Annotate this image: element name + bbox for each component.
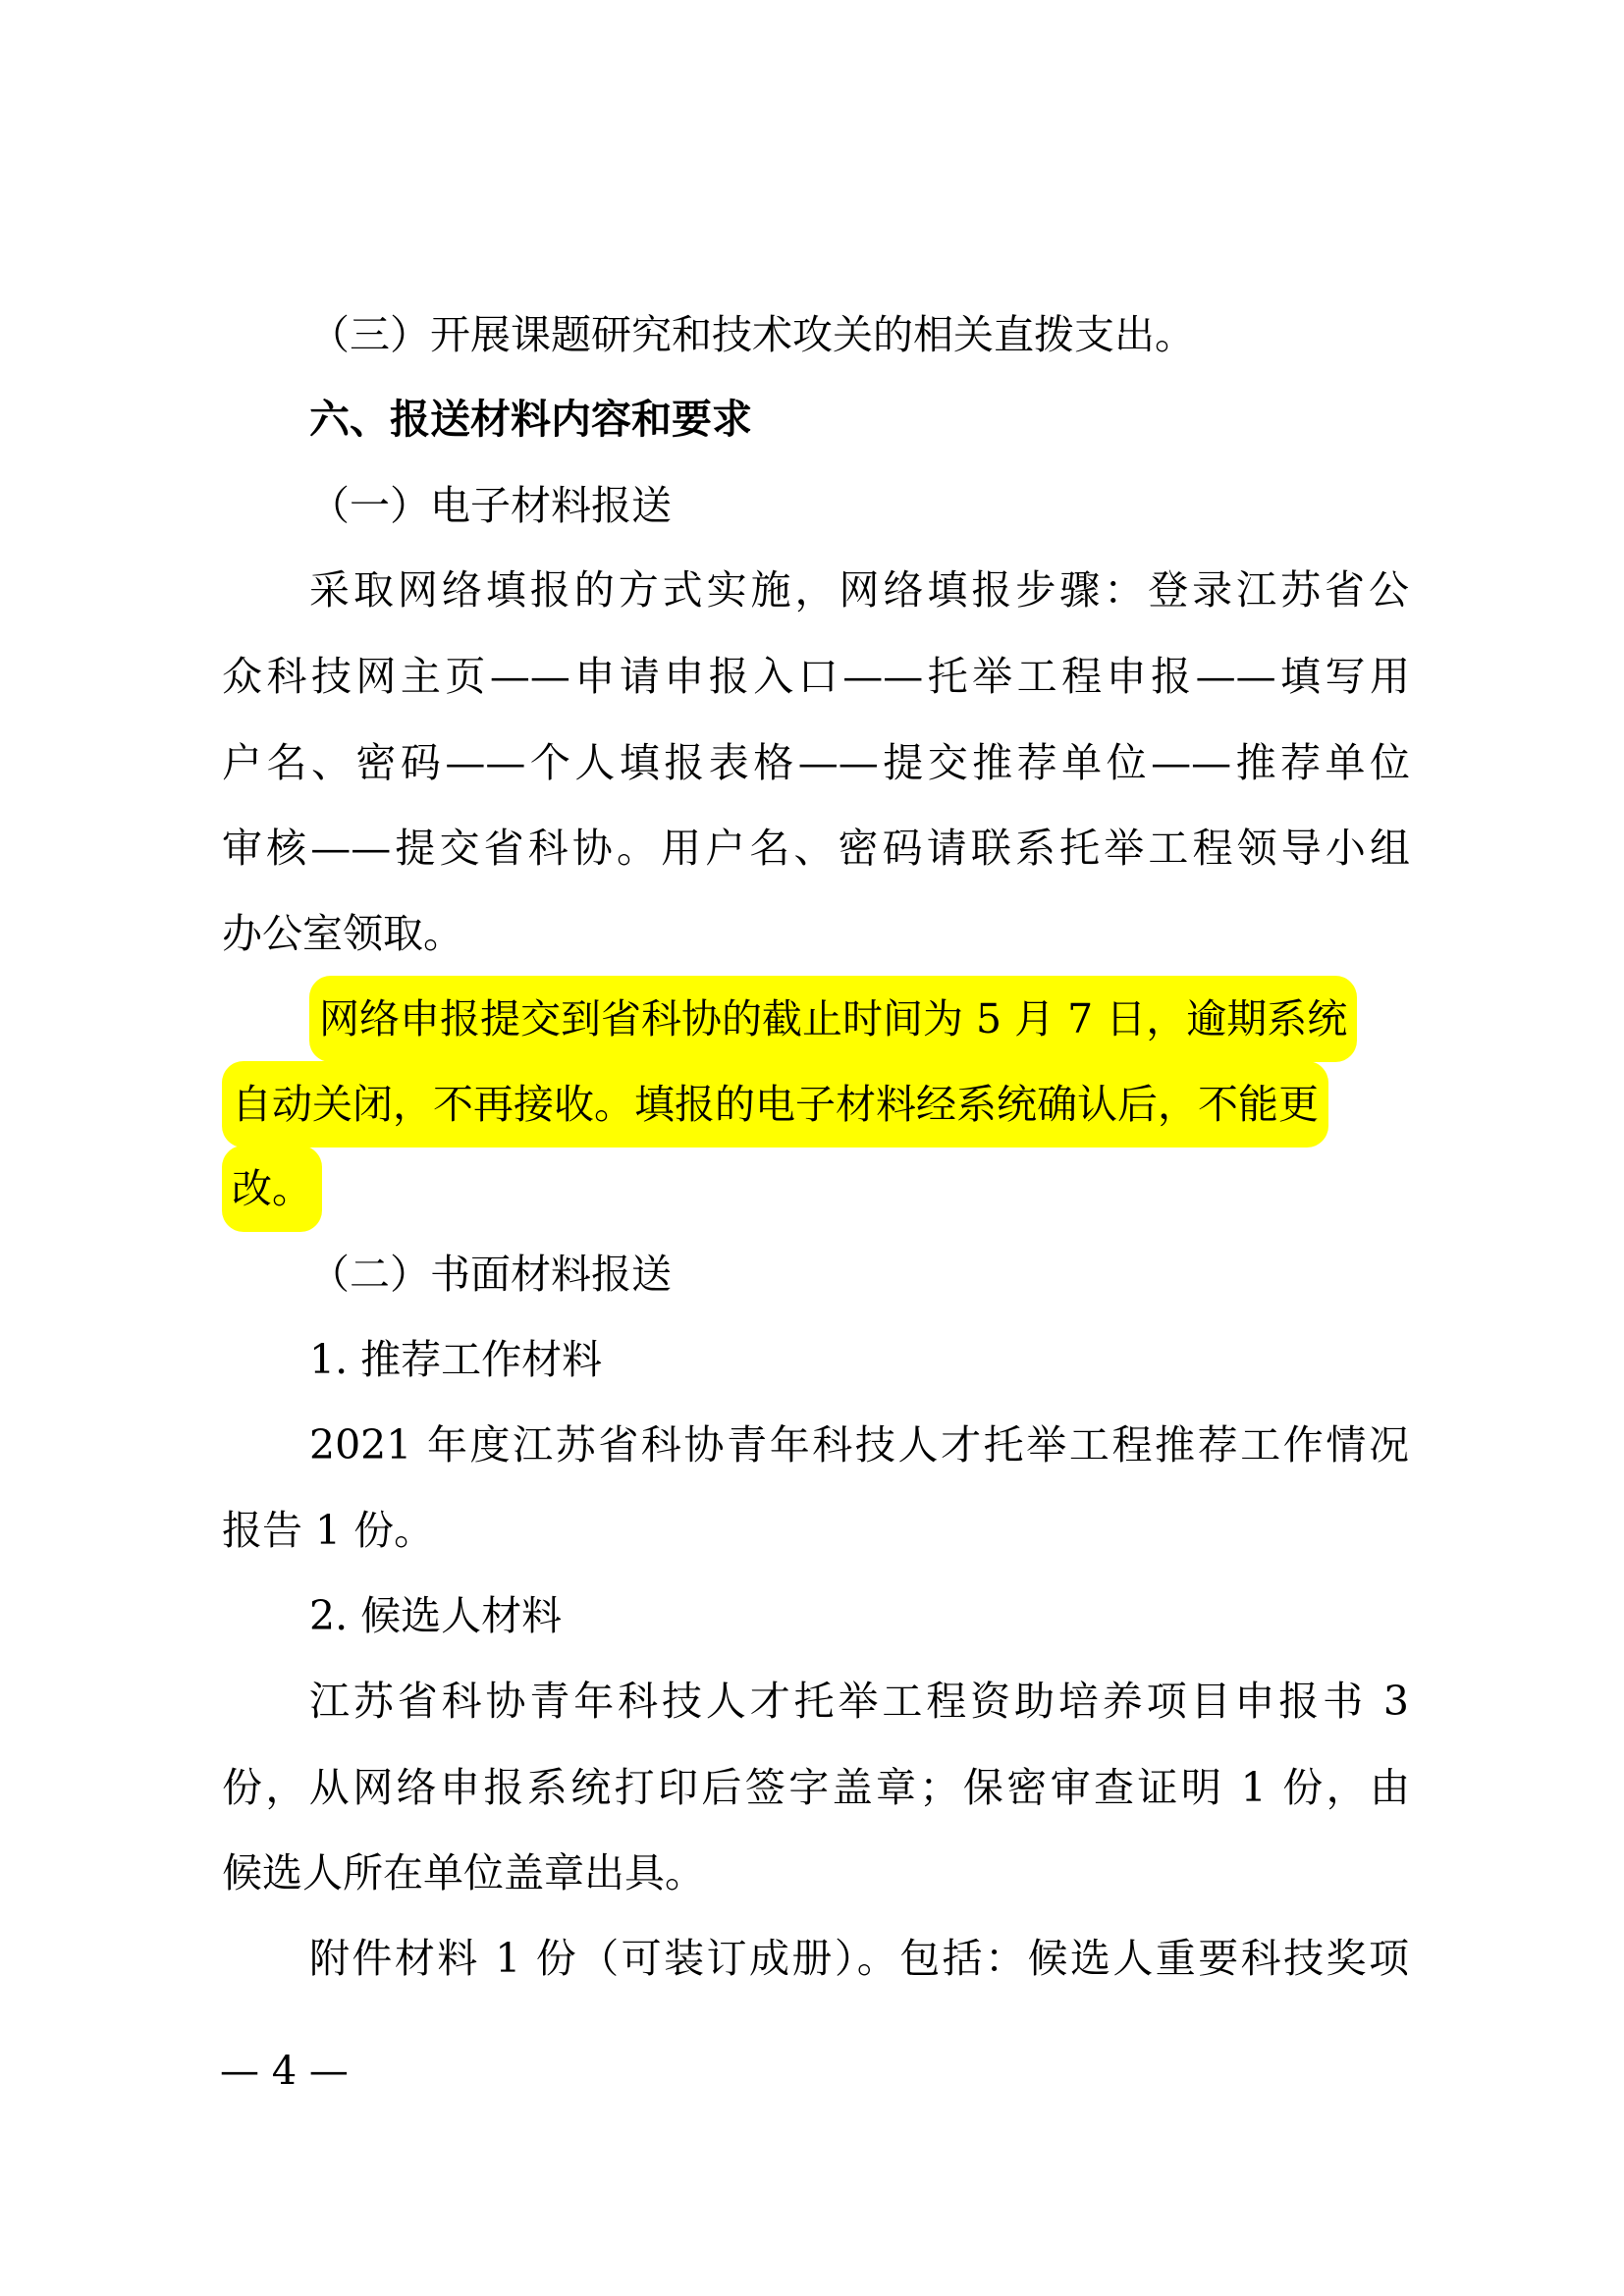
section-heading-six: 六、报送材料内容和要求 — [309, 396, 752, 443]
numbered-item-1: 1. 推荐工作材料 — [309, 1336, 603, 1383]
numbered-item-2: 2. 候选人材料 — [309, 1592, 563, 1639]
paragraph-line: 2021 年度江苏省科协青年科技人才托举工程推荐工作情况 — [309, 1421, 1409, 1468]
paragraph-line: 众科技网主页——申请申报入口——托举工程申报——填写用 — [222, 653, 1410, 700]
paragraph-line: 办公室领取。 — [222, 910, 463, 957]
paragraph-line: 附件材料 1 份（可装订成册）。包括：候选人重要科技奖项 — [309, 1935, 1409, 1982]
paragraph-line: 候选人所在单位盖章出具。 — [222, 1849, 705, 1896]
paragraph-line: 审核——提交省科协。用户名、密码请联系托举工程领导小组 — [222, 825, 1410, 872]
item-three-line: （三）开展课题研究和技术攻关的相关直拨支出。 — [309, 311, 1195, 358]
highlighted-deadline-line: 改。 — [222, 1146, 1410, 1232]
paragraph-line: 报告 1 份。 — [222, 1507, 435, 1554]
page-number: — 4 — — [220, 2049, 349, 2094]
paragraph-line: 户名、密码——个人填报表格——提交推荐单位——推荐单位 — [222, 739, 1410, 786]
paragraph-line: 采取网络填报的方式实施，网络填报步骤：登录江苏省公 — [309, 566, 1409, 614]
paragraph-line: 江苏省科协青年科技人才托举工程资助培养项目申报书 3 — [309, 1678, 1409, 1725]
highlighted-deadline-line: 自动关闭，不再接收。填报的电子材料经系统确认后，不能更 — [222, 1061, 1410, 1148]
highlighted-deadline-line: 网络申报提交到省科协的截止时间为 5 月 7 日，逾期系统 — [309, 976, 1409, 1062]
subheading-electronic-materials: （一）电子材料报送 — [309, 482, 672, 529]
subheading-paper-materials: （二）书面材料报送 — [309, 1251, 672, 1298]
paragraph-line: 份，从网络申报系统打印后签字盖章；保密审查证明 1 份，由 — [222, 1764, 1410, 1811]
